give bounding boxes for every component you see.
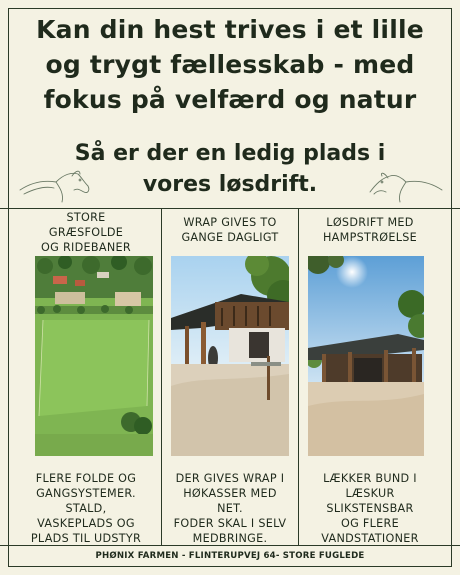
- divider-top: [0, 208, 460, 209]
- field-aerial-photo: [35, 256, 153, 456]
- column-3-title: LØSDRIFT MED HAMPSTRØELSE: [322, 216, 418, 244]
- column-1-title: STORE GRÆSFOLDE OG RIDEBANER: [41, 211, 131, 254]
- open-shed-photo: [308, 256, 424, 456]
- headline-line-2: og trygt fællesskab - med: [45, 50, 415, 79]
- column-3-description: LÆKKER BUND I LÆSKUR SLIKSTENSBAR OG FLERE VANDSTATIONER: [321, 472, 419, 545]
- shelter-photo: [171, 256, 289, 456]
- headline-line-1: Kan din hest trives i et lille: [36, 15, 424, 44]
- horse-sketch-right-icon: [366, 168, 444, 204]
- headline: [0, 12, 460, 117]
- footer-address: PHØNIX FARMEN - FLINTERUPVEJ 64- STORE FUGLEDE: [95, 551, 365, 561]
- column-divider-2: [298, 208, 299, 545]
- horse-sketch-left-icon: [18, 168, 96, 204]
- column-2-title: WRAP GIVES TO GANGE DAGLIGT: [181, 216, 279, 244]
- column-2-description: DER GIVES WRAP I HØKASSER MED NET. FODER SKAL I SELV MEDBRINGE.: [173, 472, 287, 545]
- headline-line-3: fokus på velfærd og natur: [43, 85, 417, 114]
- subheadline-line-1: Så er der en ledig plads i: [74, 141, 386, 166]
- column-divider-1: [161, 208, 162, 545]
- column-1-description: FLERE FOLDE OG GANGSYSTEMER. STALD, VASKEPLADS OG PLADS TIL UDSTYR: [30, 472, 142, 545]
- subheadline-line-2: vores løsdrift.: [142, 172, 318, 197]
